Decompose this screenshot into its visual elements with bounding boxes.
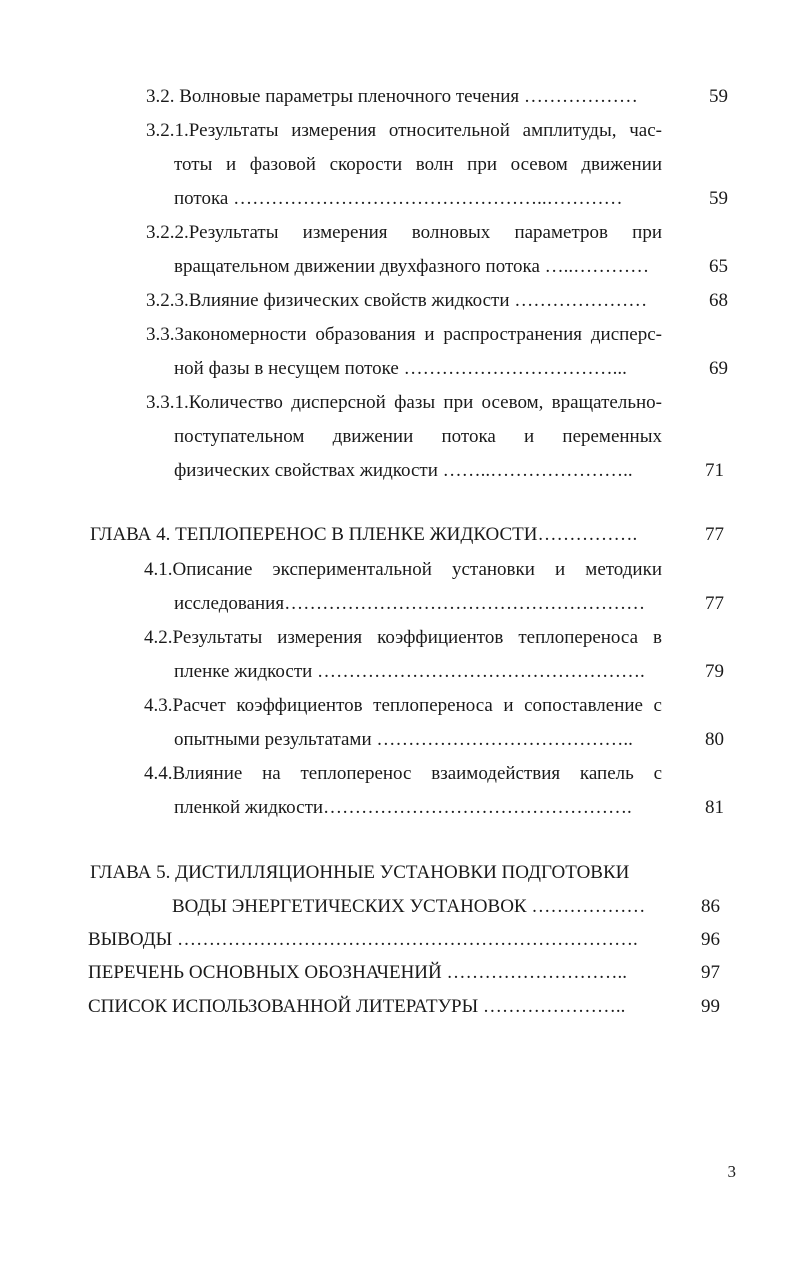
- toc-entry-line: потока …………………………………………..…………: [174, 188, 623, 209]
- toc-entry-line: пленке жидкости …………………………………………….: [174, 661, 645, 682]
- toc-entry-line: поступательном движении потока и переменных: [174, 426, 662, 447]
- toc-entry-line: 3.2.3.Влияние физических свойств жидкости …………………: [146, 290, 648, 311]
- toc-entry-line: ГЛАВА 4. ТЕПЛОПЕРЕНОС В ПЛЕНКЕ ЖИДКОСТИ…………….: [90, 524, 638, 545]
- toc-entry-line: исследования…………………………………………………: [174, 593, 646, 614]
- toc-conclusions: [88, 923, 660, 957]
- toc-entry-line: опытными результатами …………………………………..: [174, 729, 633, 750]
- toc-entry-line: ПЕРЕЧЕНЬ ОСНОВНЫХ ОБОЗНАЧЕНИЙ ………………………..: [88, 962, 628, 983]
- toc-entry-3-3: [146, 318, 662, 352]
- toc-entry-4-2-cont: [174, 655, 660, 689]
- toc-entry-line: 3.3.1.Количество дисперсной фазы при осевом, вращательно-: [146, 392, 662, 413]
- toc-page-number: 79: [705, 661, 724, 682]
- toc-entry-3-2-1-cont: [174, 148, 662, 216]
- toc-entry-line: вращательном движении двухфазного потока …..…………: [174, 256, 650, 277]
- toc-entry-line: ВОДЫ ЭНЕРГЕТИЧЕСКИХ УСТАНОВОК ………………: [172, 896, 646, 917]
- toc-page-number: 68: [709, 290, 728, 311]
- toc-page-number: 80: [705, 729, 724, 750]
- toc-chapter-5-cont: [172, 890, 660, 924]
- toc-entry-3-3-cont: [174, 352, 662, 386]
- toc-page-number: 71: [705, 460, 724, 481]
- toc-entry-line: ной фазы в несущем потоке ……………………………...: [174, 358, 627, 379]
- toc-entry-4-4: [144, 757, 662, 791]
- toc-entry-line: 3.3.Закономерности образования и распространения дисперс-: [146, 324, 662, 345]
- toc-page-number: 77: [705, 593, 724, 614]
- toc-chapter-5: [90, 856, 652, 890]
- toc-page-number: 99: [701, 996, 720, 1017]
- toc-page-number: 97: [701, 962, 720, 983]
- toc-page-number: 77: [705, 524, 724, 545]
- toc-entry-line: 4.3.Расчет коэффициентов теплопереноса и сопоставление с: [144, 695, 662, 716]
- toc-page-number: 59: [709, 86, 728, 107]
- toc-entry-line: 4.2.Результаты измерения коэффициентов теплопереноса в: [144, 627, 662, 648]
- toc-entry-line: 3.2.2.Результаты измерения волновых параметров при: [146, 222, 662, 243]
- toc-page-number: 96: [701, 929, 720, 950]
- toc-page-number: 65: [709, 256, 728, 277]
- toc-entry-3-2-2: [146, 216, 662, 250]
- toc-entry-4-2: [144, 621, 662, 655]
- toc-page-number: 69: [709, 358, 728, 379]
- toc-entry-4-3-cont: [174, 723, 660, 757]
- toc-entry-line: 4.1.Описание экспериментальной установки и методики: [144, 559, 662, 580]
- toc-entry-line: физических свойствах жидкости ……..…………………..: [174, 460, 633, 481]
- toc-entry-3-2: [146, 80, 662, 114]
- toc-entry-line: 3.2. Волновые параметры пленочного течения ………………: [146, 86, 638, 107]
- toc-entry-line: 3.2.1.Результаты измерения относительной амплитуды, час-: [146, 120, 662, 141]
- page-number: 3: [727, 1162, 736, 1181]
- toc-entry-line: ВЫВОДЫ ……………………………………………………………….: [88, 929, 638, 950]
- toc-page-number: 59: [709, 188, 728, 209]
- toc-entry-4-4-cont: [174, 791, 660, 825]
- toc-chapter-4: [90, 518, 662, 552]
- toc-entry-line: тоты и фазовой скорости волн при осевом движении: [174, 154, 662, 175]
- toc-entry-3-2-1: [146, 114, 662, 148]
- toc-entry-4-3: [144, 689, 662, 723]
- toc-entry-line: СПИСОК ИСПОЛЬЗОВАННОЙ ЛИТЕРАТУРЫ …………………..: [88, 996, 626, 1017]
- toc-entry-line: ГЛАВА 5. ДИСТИЛЛЯЦИОННЫЕ УСТАНОВКИ ПОДГОТОВКИ: [90, 862, 630, 883]
- toc-references: [88, 990, 660, 1024]
- toc-entry-line: пленкой жидкости………………………………………….: [174, 797, 632, 818]
- toc-entry-3-2-2-cont: [174, 250, 662, 284]
- toc-entry-3-3-1: [146, 386, 662, 420]
- toc-entry-3-2-3: [146, 284, 662, 318]
- toc-page-number: 86: [701, 896, 720, 917]
- toc-notation: [88, 956, 660, 990]
- toc-entry-line: 4.4.Влияние на теплоперенос взаимодействия капель с: [144, 763, 662, 784]
- toc-page-number: 81: [705, 797, 724, 818]
- toc-entry-4-1: [144, 553, 662, 587]
- toc-entry-4-1-cont: [174, 587, 660, 621]
- toc-entry-3-3-1-cont: [174, 420, 662, 488]
